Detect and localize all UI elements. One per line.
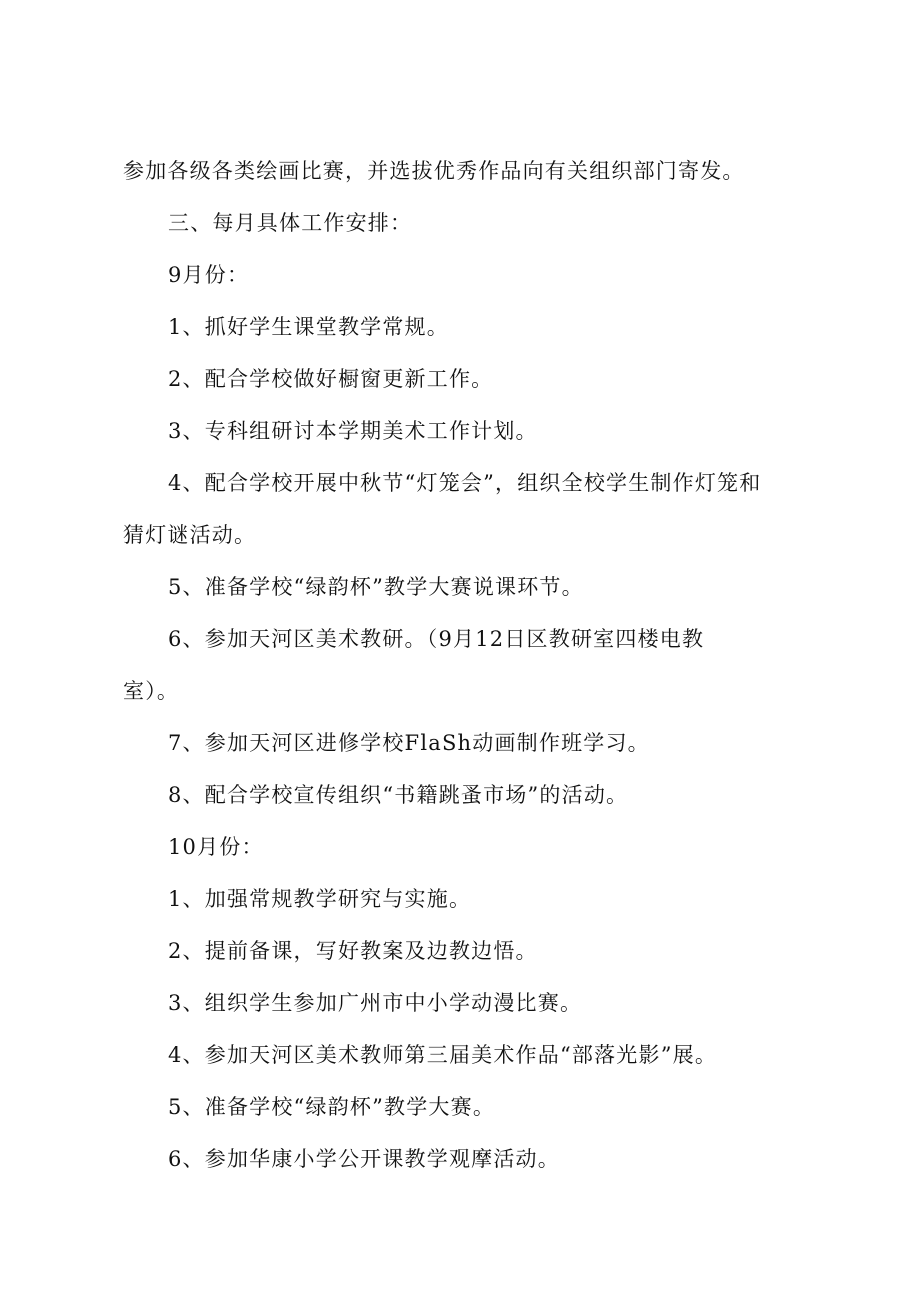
list-item-continuation: 室）。 bbox=[123, 679, 180, 703]
list-item: 7、参加天河区进修学校FlaSh动画制作班学习。 bbox=[168, 731, 650, 755]
month-heading-october: 10月份： bbox=[168, 835, 264, 859]
list-item: 3、组织学生参加广州市中小学动漫比赛。 bbox=[168, 991, 583, 1015]
list-item: 6、参加华康小学公开课教学观摩活动。 bbox=[168, 1147, 560, 1171]
paragraph-continuation: 参加各级各类绘画比赛，并选拔优秀作品向有关组织部门寄发。 bbox=[123, 159, 745, 183]
list-item: 6、参加天河区美术教研。（9月12日区教研室四楼电教 bbox=[168, 627, 705, 651]
list-item: 4、配合学校开展中秋节“灯笼会”，组织全校学生制作灯笼和 bbox=[168, 471, 762, 495]
list-item: 5、准备学校“绿韵杯”教学大赛。 bbox=[168, 1095, 496, 1119]
list-item: 5、准备学校“绿韵杯”教学大赛说课环节。 bbox=[168, 575, 584, 599]
list-item: 1、抓好学生课堂教学常规。 bbox=[168, 315, 449, 339]
list-item: 1、加强常规教学研究与实施。 bbox=[168, 887, 472, 911]
list-item: 8、配合学校宣传组织“书籍跳蚤市场”的活动。 bbox=[168, 783, 629, 807]
month-heading-september: 9月份： bbox=[168, 263, 250, 287]
section-heading: 三、每月具体工作安排： bbox=[168, 211, 413, 235]
list-item: 2、配合学校做好橱窗更新工作。 bbox=[168, 367, 494, 391]
list-item: 4、参加天河区美术教师第三届美术作品“部落光影”展。 bbox=[168, 1043, 718, 1067]
list-item: 3、专科组研讨本学期美术工作计划。 bbox=[168, 419, 538, 443]
list-item-continuation: 猜灯谜活动。 bbox=[123, 523, 257, 547]
list-item: 2、提前备课，写好教案及边教边悟。 bbox=[168, 939, 538, 963]
